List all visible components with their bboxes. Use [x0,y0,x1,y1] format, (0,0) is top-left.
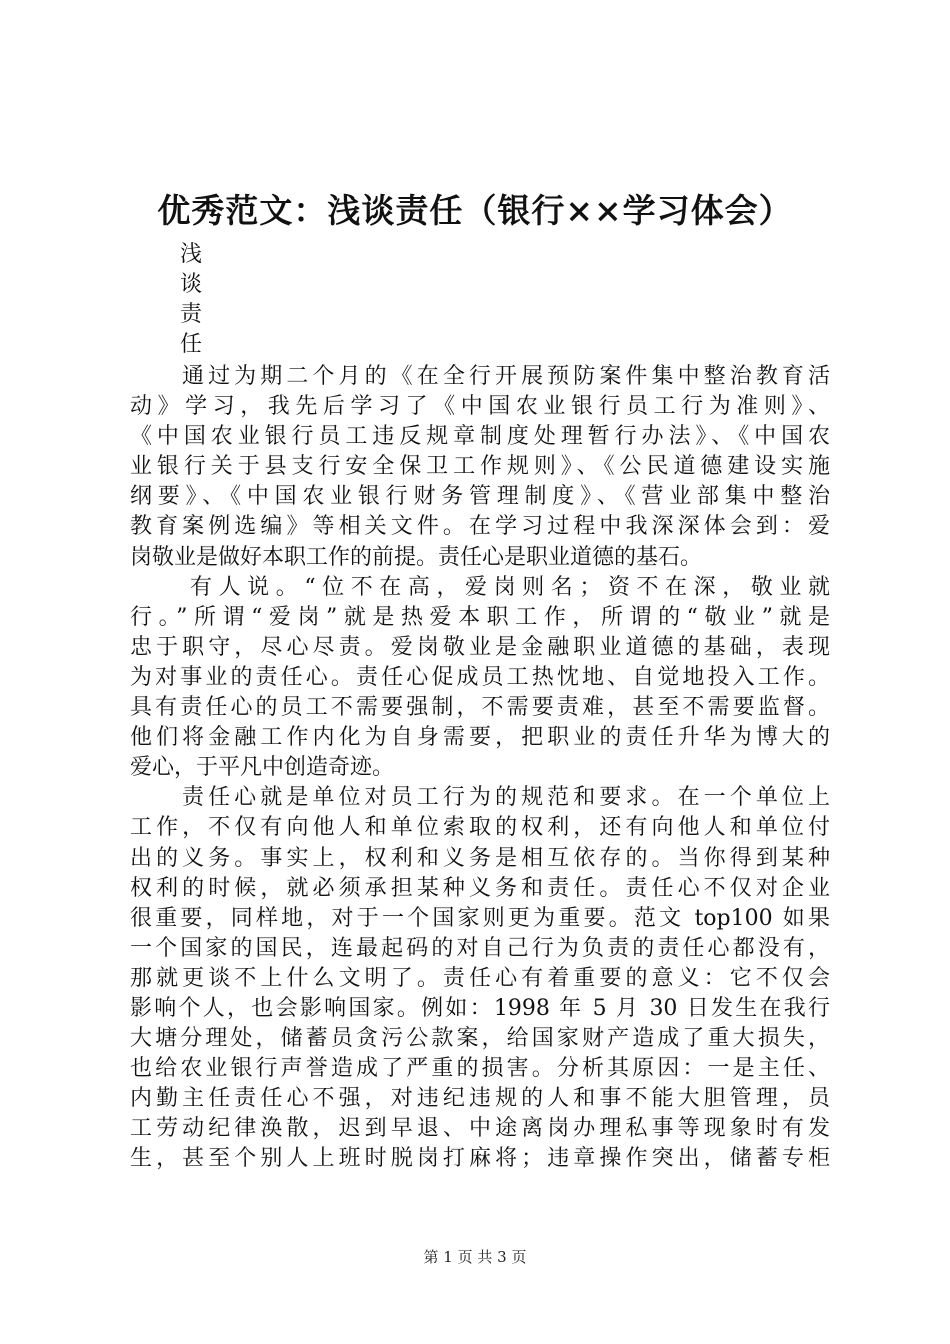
body-line: 具有责任心的员工不需要强制，不需要责难，甚至不需要监督。 [130,695,830,721]
body-line: 那就更谈不上什么文明了。责任心有着重要的意义：它不仅会 [130,965,830,991]
body-line: 权利的时候，就必须承担某种义务和责任。责任心不仅对企业 [130,875,830,901]
body-line: 也给农业银行声誉造成了严重的损害。分析其原因：一是主任、 [130,1056,830,1082]
body-line: 影响个人，也会影响国家。例如：1998 年 5 月 30 日发生在我行 [130,995,830,1021]
document-title: 优秀范文：浅谈责任（银行××学习体会） [157,191,793,230]
document-body [130,362,830,1175]
body-line: 动》学习，我先后学习了《中国农业银行员工行为准则》、 [130,394,830,420]
body-line: 有人说。“位不在高，爱岗则名；资不在深，敬业就 [190,574,830,600]
body-line: 爱心，于平凡中创造奇迹。 [130,755,395,781]
body-line: 他们将金融工作内化为自身需要，把职业的责任升华为博大的 [130,725,830,751]
vertical-heading-char: 任 [180,332,203,357]
body-line: 工作，不仅有向他人和单位索取的权利，还有向他人和单位付 [130,815,830,841]
body-line: 通过为期二个月的《在全行开展预防案件集中整治教育活 [182,364,830,389]
vertical-heading [180,240,220,360]
vertical-heading-char: 浅 [180,242,203,267]
vertical-heading-char: 责 [180,302,203,327]
body-line: 教育案例选编》等相关文件。在学习过程中我深深体会到：爱 [130,514,830,540]
body-line: 忠于职守，尽心尽责。爱岗敬业是金融职业道德的基础，表现 [130,634,830,660]
body-line: 《中国农业银行员工违反规章制度处理暂行办法》、《中国农 [130,424,830,450]
body-line: 生，甚至个别人上班时脱岗打麻将；违章操作突出，储蓄专柜 [130,1146,830,1172]
body-line: 责任心就是单位对员工行为的规范和要求。在一个单位上 [182,785,830,811]
body-line: 为对事业的责任心。责任心促成员工热忱地、自觉地投入工作。 [130,664,830,690]
vertical-heading-char: 谈 [180,272,203,297]
body-line: 工劳动纪律涣散，迟到早退、中途离岗办理私事等现象时有发 [130,1116,830,1142]
body-line: 大塘分理处，储蓄员贪污公款案，给国家财产造成了重大损失， [130,1026,830,1052]
body-line: 一个国家的国民，连最起码的对自己行为负责的责任心都没有， [130,935,830,961]
body-line: 岗敬业是做好本职工作的前提。责任心是职业道德的基石。 [130,544,703,570]
body-line: 行。”所谓“爱岗”就是热爱本职工作，所谓的“敬业”就是 [130,604,830,630]
body-line: 业银行关于县支行安全保卫工作规则》、《公民道德建设实施 [130,454,830,480]
body-line: 很重要，同样地，对于一个国家则更为重要。范文 top100 如果 [130,905,830,931]
body-line: 纲要》、《中国农业银行财务管理制度》、《营业部集中整治 [130,484,830,510]
page-number-footer: 第 1 页 共 3 页 [423,1248,527,1266]
body-line: 出的义务。事实上，权利和义务是相互依存的。当你得到某种 [130,845,830,871]
body-line: 内勤主任责任心不强，对违纪违规的人和事不能大胆管理，员 [130,1086,830,1112]
